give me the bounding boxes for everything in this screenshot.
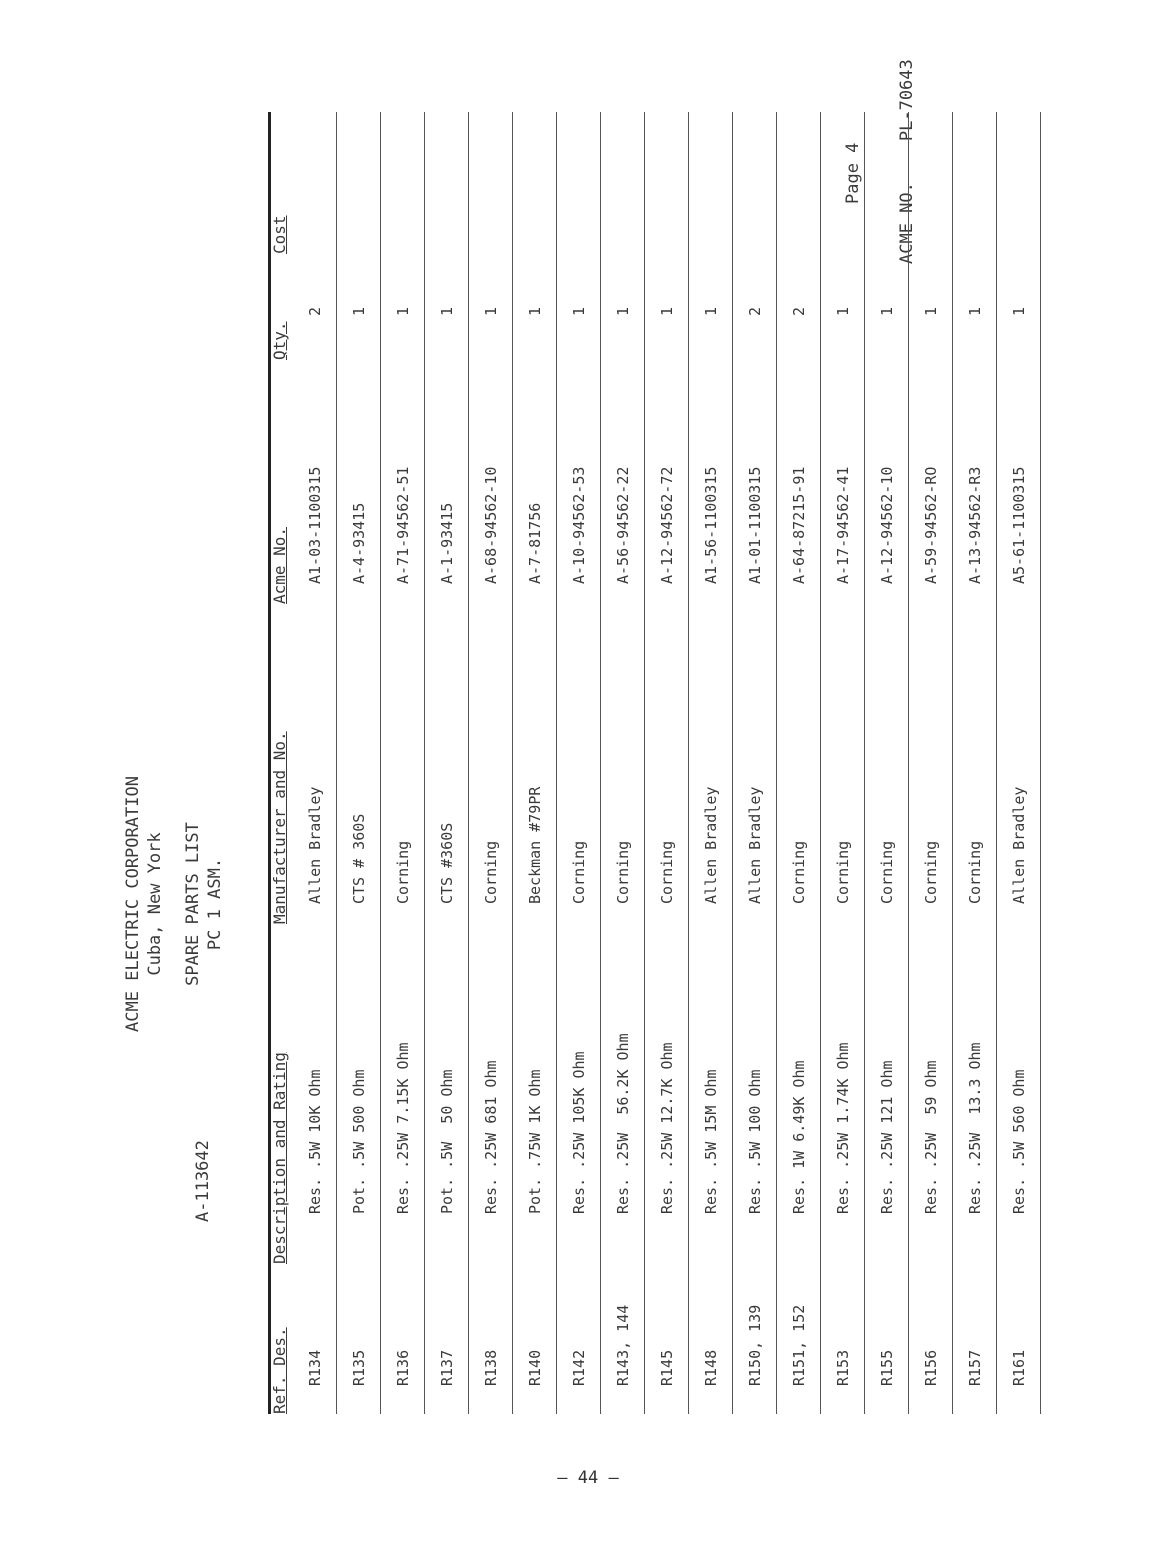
acme-no-cell: A-4-93415 [350,502,368,584]
acme-no-cell: A-59-94562-RO [922,466,940,584]
manufacturer-cell: Corning [482,840,500,904]
ref-des-cell: R155 [878,1349,896,1386]
acme-no-cell: A-12-94562-72 [658,466,676,584]
header-manufacturer: Manufacturer and No. [270,731,289,924]
table-row [511,112,557,1414]
description-cell: Res. .25W 59 Ohm [922,1060,940,1214]
description-cell: Res. .25W 105K Ohm [570,1051,588,1214]
table-row [863,112,909,1414]
table-row [995,112,1041,1414]
qty-cell: 1 [966,306,984,316]
table-row [819,112,865,1414]
qty-cell: 1 [438,306,456,316]
acme-number-value: PL-70643 [897,59,917,142]
qty-cell: 1 [878,306,896,316]
manufacturer-cell: Allen Bradley [306,786,324,904]
table-row [467,112,513,1414]
table-row [907,112,953,1414]
ref-des-cell: R150, 139 [746,1304,764,1386]
company-location: Cuba, New York [145,832,165,976]
acme-no-cell: A-13-94562-R3 [966,466,984,584]
manufacturer-cell: Corning [966,840,984,904]
qty-cell: 1 [702,306,720,316]
manufacturer-cell: Allen Bradley [702,786,720,904]
parts-table [268,112,1153,1414]
qty-cell: 1 [1010,306,1028,316]
manufacturer-cell: Corning [614,840,632,904]
qty-cell: 1 [922,306,940,316]
description-cell: Res. .25W 56.2K Ohm [614,1033,632,1214]
ref-des-cell: R145 [658,1349,676,1386]
ref-des-cell: R156 [922,1349,940,1386]
assembly-name: PC 1 ASM. [205,857,225,951]
qty-cell: 1 [614,306,632,316]
page-label: Page 4 [843,142,863,204]
table-row [951,112,997,1414]
acme-no-cell: A-10-94562-53 [570,466,588,584]
table-row [423,112,469,1414]
manufacturer-cell: Corning [878,840,896,904]
qty-cell: 1 [394,306,412,316]
manufacturer-cell: Corning [394,840,412,904]
header-qty: Qty. [270,321,289,360]
header-ref-des: Ref. Des. [270,1327,289,1414]
manufacturer-cell: CTS #360S [438,822,456,904]
description-cell: Res. .5W 560 Ohm [1010,1069,1028,1214]
page-number: — 44 — [557,1468,619,1488]
acme-no-cell: A1-56-1100315 [702,466,720,584]
qty-cell: 1 [526,306,544,316]
table-row [687,112,733,1414]
ref-des-cell: R161 [1010,1349,1028,1386]
manufacturer-cell: Corning [922,840,940,904]
description-cell: Res. .5W 10K Ohm [306,1069,324,1214]
manufacturer-cell: Corning [658,840,676,904]
description-cell: Res. .25W 12.7K Ohm [658,1042,676,1214]
description-cell: Res. .25W 1.74K Ohm [834,1042,852,1214]
ref-des-cell: R142 [570,1349,588,1386]
acme-no-cell: A5-61-1100315 [1010,466,1028,584]
manufacturer-cell: CTS # 360S [350,813,368,904]
manufacturer-cell: Allen Bradley [746,786,764,904]
table-row [379,112,425,1414]
manufacturer-cell: Allen Bradley [1010,786,1028,904]
table-row [555,112,601,1414]
acme-no-cell: A-7-81756 [526,502,544,584]
acme-no-cell: A-12-94562-10 [878,466,896,584]
qty-cell: 1 [834,306,852,316]
ref-des-cell: R153 [834,1349,852,1386]
description-cell: Pot. .5W 500 Ohm [350,1069,368,1214]
list-title: SPARE PARTS LIST [183,822,203,986]
qty-cell: 1 [570,306,588,316]
table-row [291,112,337,1414]
acme-no-cell: A-71-94562-51 [394,466,412,584]
acme-no-cell: A-64-87215-91 [790,466,808,584]
qty-cell: 2 [790,306,808,316]
description-cell: Pot. .5W 50 Ohm [438,1069,456,1214]
description-cell: Pot. .75W 1K Ohm [526,1069,544,1214]
acme-no-cell: A-68-94562-10 [482,466,500,584]
acme-no-cell: A-56-94562-22 [614,466,632,584]
manufacturer-cell: Beckman #79PR [526,786,544,904]
ref-des-cell: R151, 152 [790,1304,808,1386]
table-row [643,112,689,1414]
ref-des-cell: R140 [526,1349,544,1386]
company-name: ACME ELECTRIC CORPORATION [123,776,143,1032]
qty-cell: 1 [350,306,368,316]
description-cell: Res. .5W 15M Ohm [702,1069,720,1214]
description-cell: Res. 1W 6.49K Ohm [790,1060,808,1214]
description-cell: Res. .25W 121 Ohm [878,1060,896,1214]
document-number: A-113642 [193,1140,213,1222]
manufacturer-cell: Corning [834,840,852,904]
ref-des-cell: R157 [966,1349,984,1386]
table-row [335,112,381,1414]
ref-des-cell: R138 [482,1349,500,1386]
acme-no-cell: A1-01-1100315 [746,466,764,584]
acme-number-label: ACME NO. [897,182,917,264]
description-cell: Res. .5W 100 Ohm [746,1069,764,1214]
header-acme-no: Acme No. [270,526,289,604]
description-cell: Res. .25W 681 Ohm [482,1060,500,1214]
manufacturer-cell: Corning [570,840,588,904]
qty-cell: 2 [306,306,324,316]
table-row [731,112,777,1414]
ref-des-cell: R135 [350,1349,368,1386]
header-description: Description and Rating [270,1052,289,1264]
acme-no-cell: A-17-94562-41 [834,466,852,584]
ref-des-cell: R136 [394,1349,412,1386]
header-cost: Cost [270,215,289,254]
title-block [122,704,226,1104]
ref-des-cell: R134 [306,1349,324,1386]
qty-cell: 2 [746,306,764,316]
acme-no-cell: A-1-93415 [438,502,456,584]
ref-des-cell: R137 [438,1349,456,1386]
description-cell: Res. .25W 7.15K Ohm [394,1042,412,1214]
qty-cell: 1 [482,306,500,316]
ref-des-cell: R143, 144 [614,1304,632,1386]
description-cell: Res. .25W 13.3 Ohm [966,1042,984,1214]
table-row [599,112,645,1414]
table-row [775,112,821,1414]
ref-des-cell: R148 [702,1349,720,1386]
qty-cell: 1 [658,306,676,316]
manufacturer-cell: Corning [790,840,808,904]
acme-no-cell: A1-03-1100315 [306,466,324,584]
